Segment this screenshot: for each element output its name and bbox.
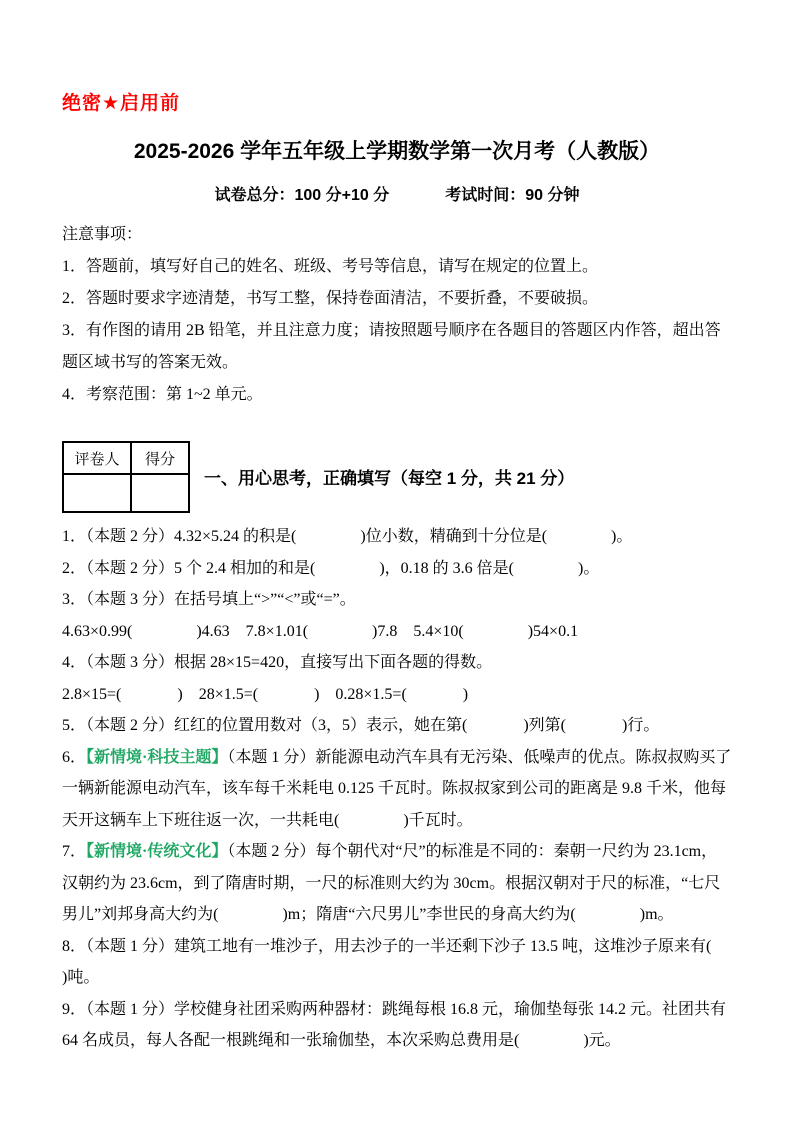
question-5-text: （本题 2 分）红红的位置用数对（3，5）表示，她在第( )列第( )行。 <box>86 717 660 734</box>
grader-value-cell <box>63 474 131 512</box>
question-2-text: （本题 2 分）5 个 2.4 相加的和是( )，0.18 的 3.6 倍是( )。 <box>86 559 600 577</box>
question-4-text: （本题 3 分）根据 28×15=420，直接写出下面各题的得数。 <box>86 654 493 671</box>
question-3-number: 3． <box>62 591 87 608</box>
question-6-number: 6． <box>62 748 87 766</box>
question-4 <box>62 647 732 679</box>
section-one-header <box>62 441 732 513</box>
notes-section <box>62 219 732 411</box>
question-6 <box>62 742 732 837</box>
question-3 <box>62 584 732 616</box>
question-8-number: 8． <box>62 937 87 955</box>
score-table <box>62 441 190 513</box>
exam-time-label: 考试时间：90 分钟 <box>445 187 580 204</box>
note-item-4: 4．考察范围：第 1~2 单元。 <box>62 386 263 403</box>
question-7 <box>62 836 732 931</box>
question-5-number: 5． <box>62 717 87 734</box>
question-7-theme-tag: 【新情境·传统文化】 <box>86 843 228 860</box>
question-4-number: 4． <box>62 654 87 671</box>
question-6-text: （本题 1 分）新能源电动汽车具有无污染、低噪声的优点。陈叔叔购买了一辆新能源电动汽车，该车每千米耗电 0.125 千瓦时。陈叔叔家到公司的距离是 9.8 千米，他每天开这辆车上下班往返一次，一共耗电( )千瓦时。 <box>62 748 732 829</box>
note-item-2: 2．答题时要求字迹清楚，书写工整，保持卷面清洁，不要折叠，不要破损。 <box>62 290 599 307</box>
score-value-cell <box>131 474 189 512</box>
question-8-text: （本题 1 分）建筑工地有一堆沙子，用去沙子的一半还剩下沙子 13.5 吨，这堆沙子原来有( )吨。 <box>62 937 776 986</box>
question-6-theme-tag: 【新情境·科技主题】 <box>86 748 228 766</box>
question-2 <box>62 553 732 585</box>
note-item-1: 1．答题前，填写好自己的姓名、班级、考号等信息，请写在规定的位置上。 <box>62 258 599 275</box>
question-9-text: （本题 1 分）学校健身社团采购两种器材：跳绳每根 16.8 元，瑜伽垫每张 14.2 元。社团共有 64 名成员，每人各配一根跳绳和一张瑜伽垫，本次采购总费用是( )元。 <box>62 1000 731 1049</box>
question-3-answer-line: 4.63×0.99( )4.63 7.8×1.01( )7.8 5.4×10( )54×0.1 <box>62 622 579 640</box>
question-1-number: 1． <box>62 528 87 545</box>
question-4-answer-line: 2.8×15=( ) 28×1.5=( ) 0.28×1.5=( ) <box>62 685 469 703</box>
question-7-text: （本题 2 分）每个朝代对“尺”的标准是不同的：秦朝一尺约为 23.1cm，汉朝约为 23.6cm，到了隋唐时期，一尺的标准则大约为 30cm。根据汉朝对于尺的标准，“七尺男儿”刘邦身高大约为( )m；隋唐“六尺男儿”李世民的身高大约为( )m。 <box>62 843 721 923</box>
question-1 <box>62 521 732 553</box>
exam-title: 2025-2026 学年五年级上学期数学第一次月考（人教版） <box>133 140 661 163</box>
question-1-text: （本题 2 分）4.32×5.24 的积是( )位小数，精确到十分位是( )。 <box>86 528 633 545</box>
total-score-label: 试卷总分：100 分+10 分 <box>214 187 390 204</box>
question-7-number: 7． <box>62 843 87 860</box>
question-8 <box>62 931 776 994</box>
question-5 <box>62 710 732 742</box>
question-3-text: （本题 3 分）在括号填上“>”“<”或“=”。 <box>86 591 356 608</box>
classification-banner: 绝密★启用前 <box>62 93 181 114</box>
section-one-heading: 一、用心思考，正确填写（每空 1 分，共 21 分） <box>204 469 575 488</box>
question-list <box>62 521 776 1057</box>
question-9-number: 9． <box>62 1000 87 1018</box>
question-9 <box>62 994 732 1057</box>
grader-label-cell: 评卷人 <box>63 442 131 474</box>
notes-heading: 注意事项： <box>62 226 143 243</box>
exam-meta-row <box>62 185 732 207</box>
question-2-number: 2． <box>62 559 87 577</box>
score-label-cell: 得分 <box>131 442 189 474</box>
note-item-3: 3．有作图的请用 2B 铅笔，并且注意力度；请按照题号顺序在各题目的答题区内作答，超出答题区域书写的答案无效。 <box>62 322 721 371</box>
